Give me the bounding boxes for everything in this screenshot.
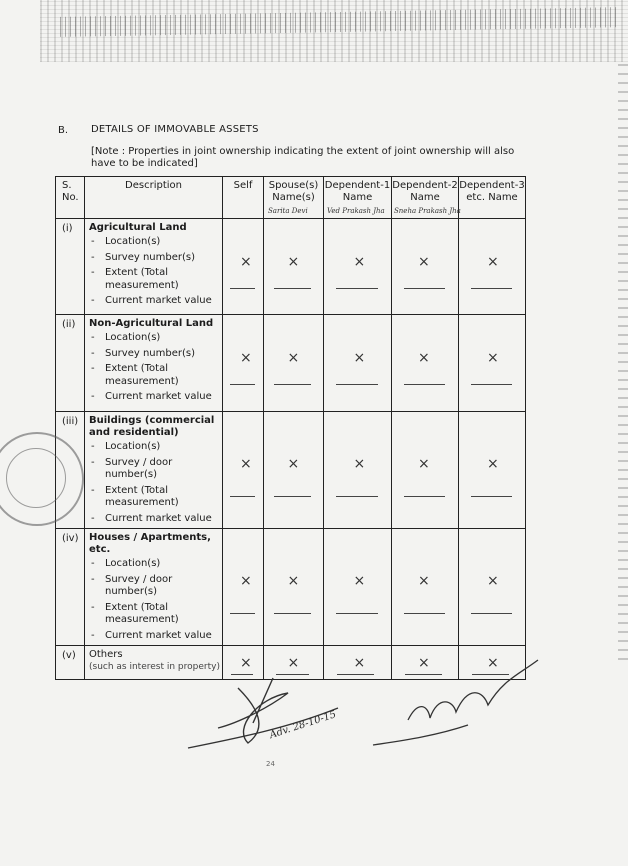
row-item: - Survey number(s) bbox=[89, 252, 222, 265]
cell-cross-mark: × bbox=[353, 573, 366, 590]
row-category: Agricultural Land bbox=[89, 222, 187, 233]
row-item: - Current market value bbox=[89, 295, 222, 308]
cell-cross-mark: × bbox=[287, 456, 300, 473]
cell-cross-mark: × bbox=[418, 350, 430, 367]
row-item: - Survey / door number(s) bbox=[89, 457, 222, 482]
cell-dash-line bbox=[276, 674, 309, 675]
row-item: - Survey / door number(s) bbox=[89, 574, 222, 599]
cell-dash-line bbox=[230, 288, 255, 289]
header-description: Description bbox=[85, 177, 223, 219]
row-item: - Location(s) bbox=[89, 236, 222, 249]
row-sno: (ii) bbox=[56, 315, 85, 412]
row-category: Houses / Apartments, etc. bbox=[89, 532, 211, 555]
cell-dash-line bbox=[336, 496, 378, 497]
header-sno: S. No. bbox=[56, 177, 85, 219]
cell-dash-line bbox=[231, 674, 254, 675]
row-item: - Current market value bbox=[89, 391, 222, 404]
row-item: - Extent (Total measurement) bbox=[89, 485, 222, 510]
cell-cross-mark: × bbox=[487, 253, 499, 270]
row-item: - Location(s) bbox=[89, 441, 222, 454]
cell-dash-line bbox=[336, 384, 378, 385]
row-description bbox=[85, 529, 223, 646]
header-spouse: Spouse(s) Name(s) bbox=[264, 177, 324, 219]
section-title: DETAILS OF IMMOVABLE ASSETS bbox=[91, 124, 259, 135]
row-sno: (i) bbox=[56, 219, 85, 315]
cell-dash-line bbox=[404, 288, 446, 289]
cell-cross-mark: × bbox=[240, 253, 252, 270]
immovable-assets-table bbox=[55, 176, 526, 680]
row-category: Non-Agricultural Land bbox=[89, 318, 214, 329]
row-sno: (iii) bbox=[56, 412, 85, 529]
cell-dash-line bbox=[404, 496, 446, 497]
row-sno: (iv) bbox=[56, 529, 85, 646]
cell-cross-mark: × bbox=[287, 253, 300, 270]
cell-cross-mark: × bbox=[418, 456, 430, 473]
page-mark: 24 bbox=[266, 760, 275, 768]
row-item: - Current market value bbox=[89, 513, 222, 526]
cell-cross-mark: × bbox=[487, 654, 499, 671]
cell-cross-mark: × bbox=[353, 456, 366, 473]
row-item: - Extent (Total measurement) bbox=[89, 602, 222, 627]
cell-dash-line bbox=[472, 674, 509, 675]
row-item: - Location(s) bbox=[89, 558, 222, 571]
cell-cross-mark: × bbox=[353, 654, 366, 671]
cell-cross-mark: × bbox=[240, 456, 252, 473]
row-item: - Location(s) bbox=[89, 332, 222, 345]
left-signature bbox=[178, 668, 378, 758]
cell-cross-mark: × bbox=[487, 456, 499, 473]
row-item: - Extent (Total measurement) bbox=[89, 363, 222, 388]
handwritten-dependent-2-name: Sneha Prakash Jha bbox=[394, 207, 461, 215]
section-note: [Note : Properties in joint ownership indicating the extent of joint ownership will also have to be indicated] bbox=[91, 146, 515, 169]
header-dependent-3: Dependent-3 etc. Name bbox=[459, 177, 526, 219]
notary-seal-inner bbox=[6, 448, 66, 508]
header-dependent-2: Dependent-2 Name bbox=[392, 177, 459, 219]
cell-cross-mark: × bbox=[240, 350, 252, 367]
cell-cross-mark: × bbox=[418, 573, 430, 590]
cell-dash-line bbox=[471, 288, 513, 289]
cell-dash-line bbox=[336, 613, 378, 614]
row-item: - Survey number(s) bbox=[89, 348, 222, 361]
cell-dash-line bbox=[471, 496, 513, 497]
left-signature-note: Adv. 28-10-15 bbox=[268, 709, 338, 742]
row-description bbox=[85, 412, 223, 529]
cell-dash-line bbox=[230, 613, 255, 614]
scan-edge-dots bbox=[618, 60, 628, 660]
header-self: Self bbox=[223, 177, 264, 219]
cell-cross-mark: × bbox=[353, 253, 366, 270]
row-description bbox=[85, 315, 223, 412]
row-item: (such as interest in property) bbox=[89, 662, 220, 672]
cell-cross-mark: × bbox=[418, 253, 430, 270]
cell-dash-line bbox=[471, 613, 513, 614]
cell-cross-mark: × bbox=[287, 350, 300, 367]
cell-dash-line bbox=[404, 384, 446, 385]
cell-cross-mark: × bbox=[287, 573, 300, 590]
row-category: Others bbox=[89, 649, 123, 660]
right-signature bbox=[368, 650, 548, 750]
cell-dash-line bbox=[404, 613, 446, 614]
cell-dash-line bbox=[274, 288, 311, 289]
cell-dash-line bbox=[274, 613, 311, 614]
cell-dash-line bbox=[471, 384, 513, 385]
row-description bbox=[85, 219, 223, 315]
section-letter: B. bbox=[58, 125, 69, 136]
cell-cross-mark: × bbox=[287, 654, 300, 671]
cell-dash-line bbox=[230, 496, 255, 497]
row-category: Buildings (commercial and residential) bbox=[89, 415, 215, 438]
cell-cross-mark: × bbox=[353, 350, 366, 367]
cell-dash-line bbox=[230, 384, 255, 385]
row-item: - Extent (Total measurement) bbox=[89, 267, 222, 292]
row-sno: (v) bbox=[56, 646, 85, 680]
cell-cross-mark: × bbox=[487, 350, 499, 367]
cell-cross-mark: × bbox=[240, 654, 252, 671]
handwritten-dependent-1-name: Ved Prakash Jha bbox=[327, 207, 385, 215]
cell-dash-line bbox=[405, 674, 442, 675]
cell-cross-mark: × bbox=[487, 573, 499, 590]
handwritten-spouse-name: Sarita Devi bbox=[268, 207, 308, 215]
cell-dash-line bbox=[274, 384, 311, 385]
cell-dash-line bbox=[337, 674, 374, 675]
cell-dash-line bbox=[274, 496, 311, 497]
row-item: - Current market value bbox=[89, 630, 222, 643]
cell-cross-mark: × bbox=[240, 573, 252, 590]
header-dependent-1: Dependent-1 Name bbox=[324, 177, 392, 219]
cell-dash-line bbox=[336, 288, 378, 289]
cell-cross-mark: × bbox=[418, 654, 430, 671]
